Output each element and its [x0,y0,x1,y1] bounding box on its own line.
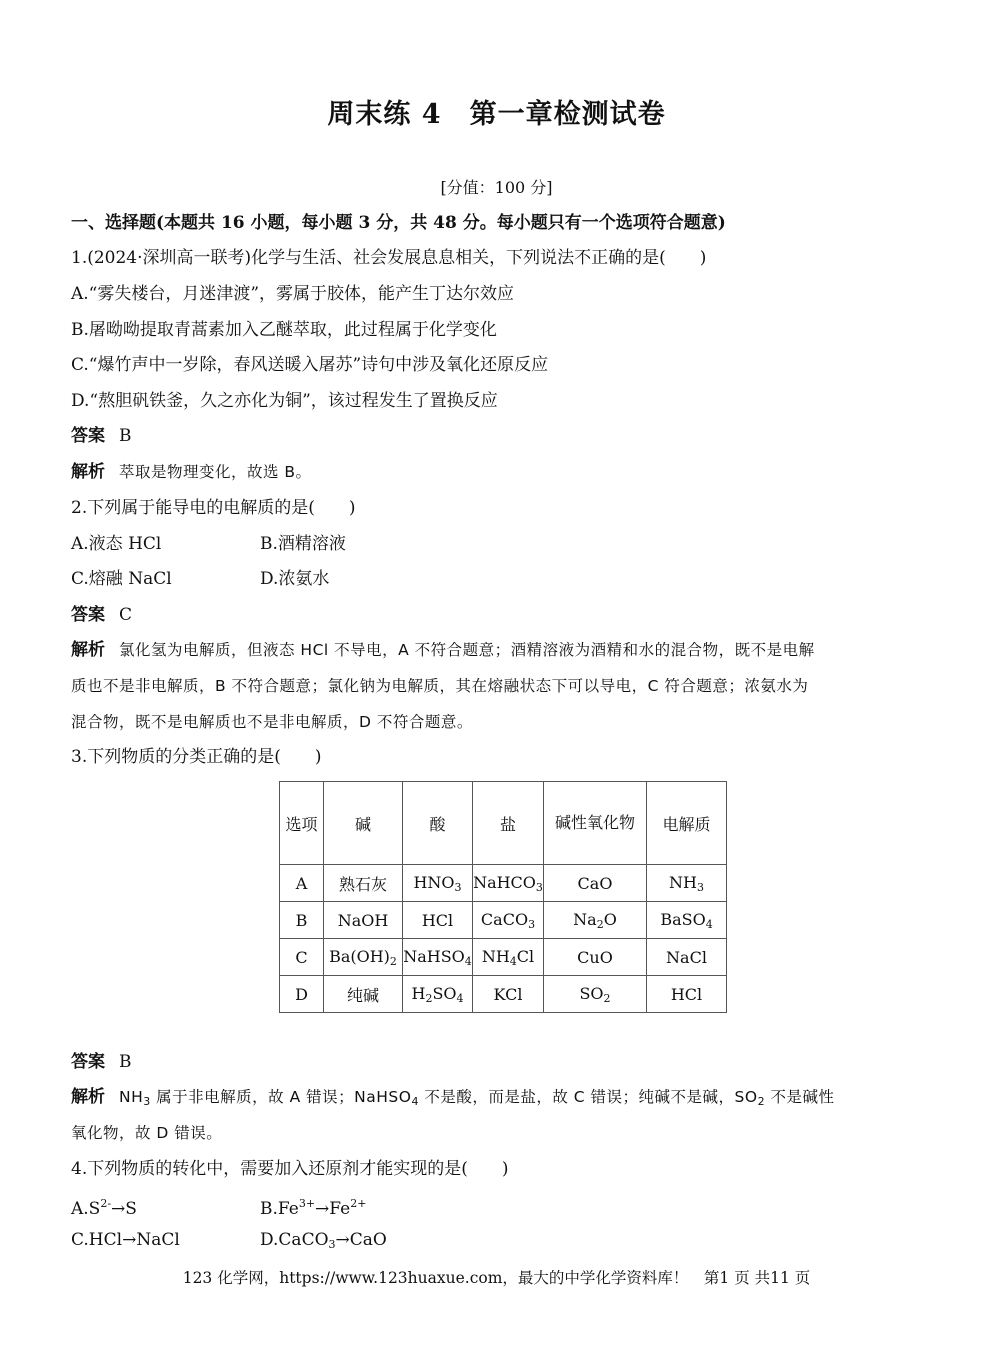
table-cell: $Na_2O$ [544,902,647,939]
table-row [280,865,727,902]
table-cell: NaCl [647,939,727,976]
header-basic-oxide: 碱性氧化物 [544,782,647,865]
explanation-text: 氯化氢为电解质，但液态 HCl 不导电，A 不符合题意；酒精溶液为酒精和水的混合物，既不是电解 [119,641,815,659]
answer-label: 答案 [71,1052,105,1072]
table-row [280,976,727,1013]
header-base: 碱 [324,782,403,865]
table-cell: HCl [403,902,473,939]
answer-value: B [119,426,132,446]
classification-table [279,781,727,1013]
explanation-text: $NH_3$ 属于非电解质，故 A 错误；NaHSO$_4$ 不是酸，而是盐，故 C 错误；纯碱不是碱，$SO_2$ 不是碱性 [119,1088,835,1108]
table-row [280,939,727,976]
explanation-label: 解析 [71,640,105,660]
q2-explanation-line-1 [71,639,815,661]
table-cell: BaSO$_4$ [647,902,727,939]
q2-explanation-line-2: 质也不是非电解质，B 不符合题意；氯化钠为电解质，其在熔融状态下可以导电，C 符合题意；浓氨水为 [71,677,809,695]
table-cell: CaO [544,865,647,902]
explanation-label: 解析 [71,1087,105,1107]
table-cell: 熟石灰 [324,865,403,902]
header-salt: 盐 [473,782,544,865]
q1-answer [71,425,132,447]
table-cell: $SO_2$ [544,976,647,1013]
q3-stem: 3.下列物质的分类正确的是( ) [71,747,322,767]
table-row [280,902,727,939]
answer-value: C [119,605,133,625]
header-option: 选项 [280,782,324,865]
q4-stem: 4.下列物质的转化中，需要加入还原剂才能实现的是( ) [71,1159,509,1179]
q4-option-c: C.HCl→NaCl [71,1230,180,1250]
q2-option-c: C.熔融 NaCl [71,569,172,589]
table-cell: $NH_4Cl$ [473,939,544,976]
score-note: [分值：100 分] [440,178,553,197]
table-cell: NaHSO$_4$ [403,939,473,976]
table-cell: D [280,976,324,1013]
table-cell: KCl [473,976,544,1013]
table-cell: HCl [647,976,727,1013]
table-cell: $HNO_3$ [403,865,473,902]
table-cell: CuO [544,939,647,976]
q3-explanation-line-2: 氧化物，故 D 错误。 [71,1124,223,1142]
q1-option-c: C.“爆竹声中一岁除，春风送暖入屠苏”诗句中涉及氧化还原反应 [71,355,549,375]
explanation-label: 解析 [71,462,105,482]
page-footer: 123 化学网，https://www.123huaxue.com，最大的中学化学资料库！ 第1 页 共11 页 [182,1269,811,1287]
q1-explanation [71,461,312,483]
table-cell: C [280,939,324,976]
q4-option-a: $A.S^{2-}\to S$ [71,1197,137,1219]
q2-answer [71,604,132,626]
explanation-text: 萃取是物理变化，故选 B。 [119,463,312,481]
section-heading: 一、选择题(本题共 16 小题，每小题 3 分，共 48 分。每小题只有一个选项符合题意) [71,213,726,233]
q2-explanation-line-3: 混合物，既不是电解质也不是非电解质，D 不符合题意。 [71,713,473,731]
q2-stem: 2.下列属于能导电的电解质的是( ) [71,498,356,518]
q2-option-a: A.液态 HCl [71,534,162,554]
q1-option-b: B.屠呦呦提取青蒿素加入乙醚萃取，此过程属于化学变化 [71,320,497,340]
header-acid: 酸 [403,782,473,865]
table-cell: 纯碱 [324,976,403,1013]
answer-label: 答案 [71,426,105,446]
table-cell: $H_2SO_4$ [403,976,473,1013]
table-cell: A [280,865,324,902]
q3-answer [71,1051,132,1073]
table-cell: NaHCO$_3$ [473,865,544,902]
table-cell: CaCO$_3$ [473,902,544,939]
table-cell: $Ba(OH)_2$ [324,939,403,976]
answer-label: 答案 [71,605,105,625]
answer-value: B [119,1052,132,1072]
q4-option-b: $B.Fe^{3+}\to Fe^{2+}$ [260,1197,367,1219]
table-cell: B [280,902,324,939]
q3-explanation-line-1 [71,1086,835,1113]
q1-stem: 1.(2024·深圳高一联考)化学与生活、社会发展息息相关，下列说法不正确的是( ) [71,248,707,268]
q2-option-b: B.酒精溶液 [260,534,346,554]
page-title: 周末练 4 第一章检测试卷 [327,99,666,130]
table-cell: NaOH [324,902,403,939]
q4-option-d: D.CaCO$_3$→CaO [260,1230,387,1251]
table-header-row [280,782,727,865]
q1-option-d: D.“熬胆矾铁釜，久之亦化为铜”，该过程发生了置换反应 [71,391,498,411]
q1-option-a: A.“雾失楼台，月迷津渡”，雾属于胶体，能产生丁达尔效应 [71,284,515,304]
q2-option-d: D.浓氨水 [260,569,330,589]
header-electrolyte: 电解质 [647,782,727,865]
table-cell: $NH_3$ [647,865,727,902]
